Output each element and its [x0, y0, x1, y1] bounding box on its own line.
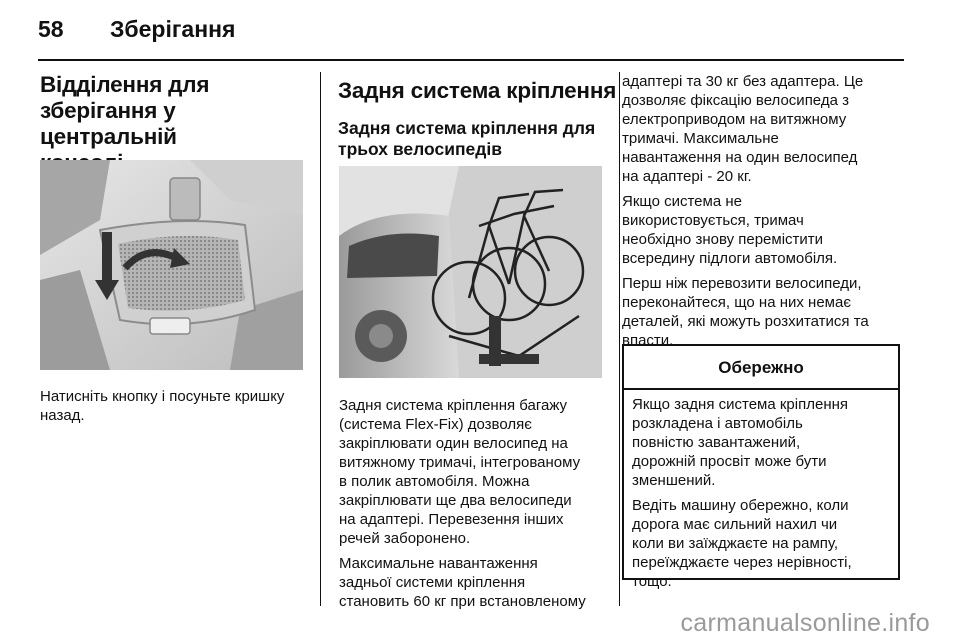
stow-carrier-para: Якщо система не використовується, тримач необхідно знову перемістити всередину підлоги автомобіля.	[622, 193, 838, 267]
column-2	[338, 78, 617, 160]
caution-body	[624, 390, 898, 591]
caution-box	[622, 344, 900, 590]
console-storage-photo	[40, 160, 303, 370]
caution-para-1: Якщо задня система кріплення розкладена і автомобіль повністю завантажений, дорожній просвіт може бути зменшений.	[632, 396, 849, 489]
rear-carrier-para-2: Максимальне навантаження задньої системи кріплення становить 60 кг при встановленому	[339, 555, 586, 610]
section-heading-rear-carrier: Задня система кріплення	[338, 78, 617, 103]
section-heading-console-storage: Відділення для зберігання у центральній	[40, 72, 210, 149]
watermark: carmanualsonline.info	[680, 609, 930, 637]
check-bikes-para: Перш ніж перевозити велосипеди, переконайтеся, що на них немає деталей, які можуть розхитатися та впасти.	[622, 275, 869, 349]
column-3	[622, 72, 904, 356]
caution-para-2: Ведіть машину обережно, коли дорога має сильний нахил чи коли ви заїжджаєте на рампу, переїжджаєте через нерівності, тощо.	[632, 497, 852, 590]
subheading-three-bikes: Задня система кріплення для трьох велосипедів	[338, 118, 596, 159]
column-divider-2	[619, 72, 620, 606]
column-divider-1	[320, 72, 321, 606]
header-rule	[38, 59, 904, 61]
running-head: Зберігання	[110, 16, 236, 42]
rear-carrier-text	[339, 396, 605, 617]
page-number: 58	[38, 16, 64, 42]
caution-title: Обережно	[624, 346, 898, 390]
rear-bike-carrier-photo	[339, 166, 602, 378]
load-limit-para: адаптері та 30 кг без адаптера. Це дозволяє фіксацію велосипеда з електроприводом на витяжному тримачі. Максимальне навантаження на один велосипед на адаптері - 20 кг.	[622, 73, 864, 185]
console-storage-caption: Натисніть кнопку і посуньте кришку назад.	[40, 388, 285, 424]
rear-carrier-para-1: Задня система кріплення багажу (система Flex-Fix) дозволяє закріплювати один велосипед на витяжному тримачі, інтегрованому в полик автомобіля. Можна закріплювати ще два велосипеди на адаптері. Перевезення інших речей заборонено.	[339, 397, 581, 547]
